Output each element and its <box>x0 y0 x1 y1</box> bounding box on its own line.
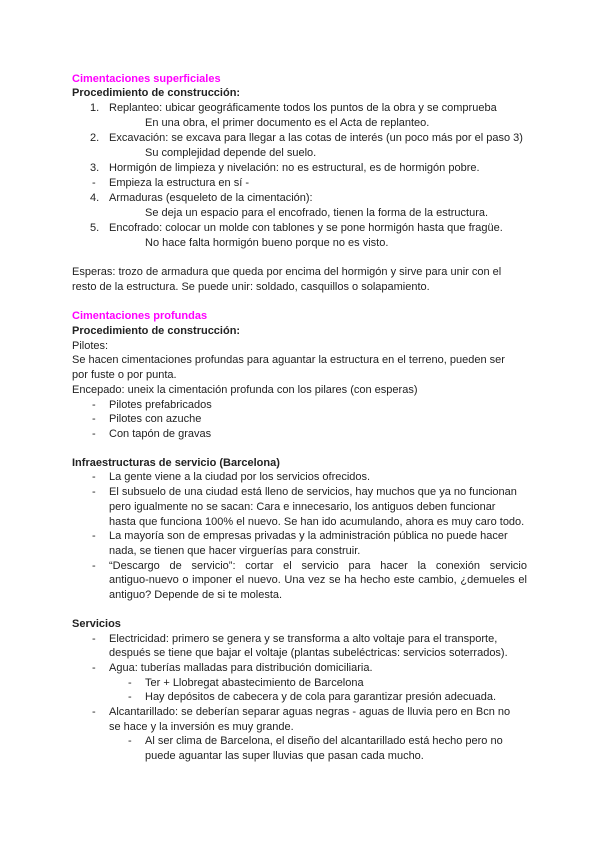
bullet-item-continued: después se tiene que bajar el voltaje (plantas subeléctricas: servicios soterrados). <box>109 647 508 659</box>
list-marker: 3. <box>90 162 100 174</box>
list-marker: 5. <box>90 222 100 234</box>
bullet-dash: - <box>92 428 96 440</box>
bullet-item: Pilotes con azuche <box>109 413 202 425</box>
section-title: Cimentaciones superficiales <box>72 73 221 85</box>
bullet-dash: - <box>92 706 96 718</box>
paragraph-line: Se hacen cimentaciones profundas para aguantar la estructura en el terreno, pueden ser <box>72 354 505 366</box>
bullet-item: La gente viene a la ciudad por los servicios ofrecidos. <box>109 471 371 483</box>
bullet-item-continued: antiguo? Depende de si te molesta. <box>109 589 283 601</box>
list-item-note: Su complejidad depende del suelo. <box>145 147 317 159</box>
section-title: Infraestructuras de servicio (Barcelona) <box>72 457 280 469</box>
bullet-item: Alcantarillado: se deberían separar aguas negras - aguas de lluvia pero en Bcn no <box>109 706 511 718</box>
bullet-item-continued: pero igualmente no se sacan: Cara e innecesario, los antiguos deben funcionar <box>109 501 496 513</box>
bullet-dash: - <box>92 486 96 498</box>
bullet-item: Agua: tuberías malladas para distribución domiciliaria. <box>109 662 373 674</box>
bullet-item: La mayoría son de empresas privadas y la administración pública no puede hacer <box>109 530 508 542</box>
paragraph-line: por fuste o por punta. <box>72 369 177 381</box>
bullet-item: Pilotes prefabricados <box>109 399 212 411</box>
list-item: Encofrado: colocar un molde con tablones y se pone hormigón hasta que fragüe. <box>109 222 503 234</box>
list-item: Replanteo: ubicar geográficamente todos los puntos de la obra y se comprueba <box>109 102 497 114</box>
list-item: Excavación: se excava para llegar a las cotas de interés (un poco más por el paso 3) <box>109 132 523 144</box>
sub-bullet-item: Al ser clima de Barcelona, el diseño del alcantarillado está hecho pero no <box>145 735 503 747</box>
section-title: Cimentaciones profundas <box>72 310 208 322</box>
paragraph-line: Encepado: uneix la cimentación profunda con los pilares (con esperas) <box>72 384 418 396</box>
bullet-dash: - <box>92 560 96 572</box>
paragraph-line: Esperas: trozo de armadura que queda por encima del hormigón y sirve para unir con el <box>72 266 502 278</box>
bullet-dash: - <box>92 471 96 483</box>
bullet-dash: - <box>92 530 96 542</box>
bullet-dash: - <box>92 399 96 411</box>
list-item: Empieza la estructura en sí - <box>109 177 250 189</box>
bullet-item-continued: se hace y la inversión es muy grande. <box>109 721 294 733</box>
bullet-item-continued: antiguo-nuevo o imponer el nuevo. Una vez se ha hecho este cambio, ¿demueles el <box>109 574 527 586</box>
bullet-item: Electricidad: primero se genera y se transforma a alto voltaje para el transporte, <box>109 633 498 645</box>
bullet-item: Con tapón de gravas <box>109 428 212 440</box>
bullet-dash: - <box>92 633 96 645</box>
section-subtitle: Procedimiento de construcción: <box>72 87 241 99</box>
bullet-item: El subsuelo de una ciudad está lleno de servicios, hay muchos que ya no funcionan <box>109 486 517 498</box>
sub-bullet-item-continued: puede aguantar las super lluvias que pasan cada mucho. <box>145 750 424 762</box>
list-item-note: En una obra, el primer documento es el Acta de replanteo. <box>145 117 430 129</box>
bullet-item-continued: hasta que funciona 100% el nuevo. Se han ido acumulando, ahora es muy caro todo. <box>109 516 525 528</box>
list-item-note: No hace falta hormigón bueno porque no es visto. <box>145 237 389 249</box>
sub-bullet-dash: - <box>128 691 132 703</box>
list-marker: 2. <box>90 132 100 144</box>
list-item: Hormigón de limpieza y nivelación: no es estructural, es de hormigón pobre. <box>109 162 480 174</box>
bullet-item-continued: nada, se tienen que hacer virguerías para construir. <box>109 545 361 557</box>
list-item-note: Se deja un espacio para el encofrado, tienen la forma de la estructura. <box>145 207 489 219</box>
sub-bullet-item: Ter + Llobregat abastecimiento de Barcelona <box>145 677 364 689</box>
sub-bullet-item: Hay depósitos de cabecera y de cola para garantizar presión adecuada. <box>145 691 497 703</box>
section-subtitle: Procedimiento de construcción: <box>72 325 241 337</box>
list-marker: 4. <box>90 192 100 204</box>
list-marker: - <box>92 177 96 189</box>
sub-bullet-dash: - <box>128 735 132 747</box>
paragraph-line: Pilotes: <box>72 340 109 352</box>
bullet-dash: - <box>92 662 96 674</box>
section-title: Servicios <box>72 618 121 630</box>
sub-bullet-dash: - <box>128 677 132 689</box>
paragraph-line: resto de la estructura. Se puede unir: soldado, casquillos o solapamiento. <box>72 281 430 293</box>
list-marker: 1. <box>90 102 100 114</box>
bullet-item: “Descargo de servicio”: cortar el servicio para hacer la conexión servicio <box>109 560 527 572</box>
bullet-dash: - <box>92 413 96 425</box>
list-item: Armaduras (esqueleto de la cimentación): <box>109 192 313 204</box>
